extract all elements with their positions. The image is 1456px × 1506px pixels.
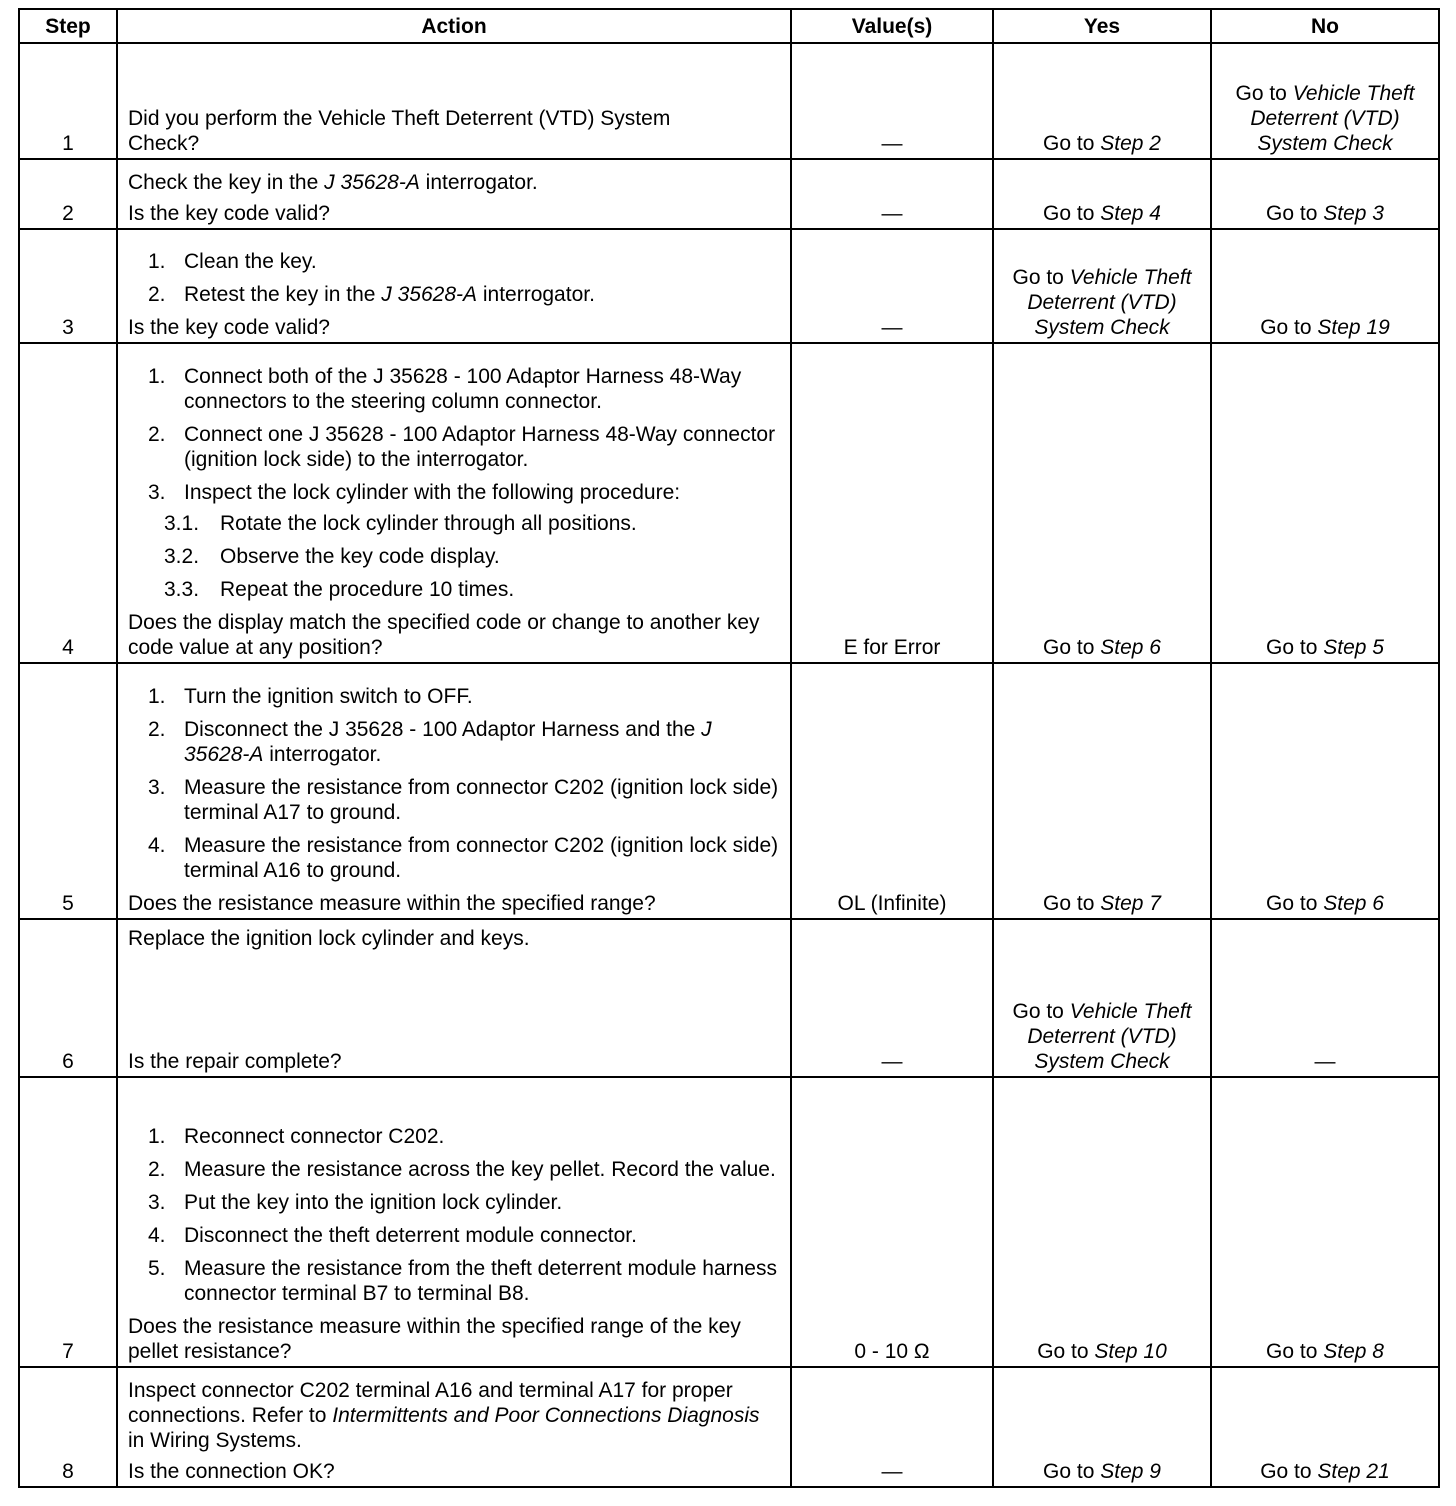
header-values: Value(s)	[791, 9, 993, 43]
item-text: Reconnect connector C202.	[184, 1125, 445, 1148]
no-reference: Step 8	[1323, 1340, 1384, 1363]
no-reference: Step 21	[1317, 1460, 1390, 1483]
list-item	[128, 1157, 780, 1182]
action-cell	[117, 919, 791, 1077]
yes-reference: Step 2	[1100, 132, 1161, 155]
sub-item-number: 3.3.	[164, 578, 200, 601]
yes-cell	[993, 919, 1211, 1077]
item-text: interrogator.	[263, 743, 382, 766]
no-prefix: Go to	[1266, 892, 1324, 915]
action-question: Is the key code valid?	[128, 316, 330, 339]
no-cell	[1211, 43, 1439, 159]
value-cell: —	[791, 919, 993, 1077]
list-item	[128, 1190, 780, 1215]
item-number: 2.	[148, 423, 166, 446]
step-number: 8	[19, 1367, 117, 1487]
header-no: No	[1211, 9, 1439, 43]
action-text-part: in Wiring Systems.	[128, 1429, 302, 1452]
action-text-part: interrogator.	[419, 171, 538, 194]
step-number: 7	[19, 1077, 117, 1367]
yes-cell	[993, 43, 1211, 159]
action-cell	[117, 1077, 791, 1367]
action-text: Replace the ignition lock cylinder and keys.	[128, 927, 530, 950]
diagnostic-table	[18, 8, 1440, 1488]
item-text: Inspect the lock cylinder with the following procedure:	[184, 481, 681, 504]
table-row	[19, 343, 1439, 663]
no-prefix: Go to	[1266, 1340, 1324, 1363]
action-cell	[117, 343, 791, 663]
yes-prefix: Go to	[1012, 1000, 1070, 1023]
item-text: Clean the key.	[184, 250, 317, 273]
header-row	[19, 9, 1439, 43]
value-cell: E for Error	[791, 343, 993, 663]
sub-list-item	[128, 544, 780, 569]
item-number: 2.	[148, 283, 166, 306]
action-text-part: Inspect connector C202 terminal A16 and terminal A17 for proper connections. Refer to	[128, 1379, 733, 1427]
item-text: Measure the resistance from connector C202 (ignition lock side) terminal A16 to ground.	[184, 834, 779, 882]
yes-prefix: Go to	[1043, 132, 1101, 155]
no-cell	[1211, 663, 1439, 919]
no-reference: Step 19	[1317, 316, 1390, 339]
item-text: Measure the resistance across the key pellet. Record the value.	[184, 1158, 776, 1181]
yes-reference: Step 6	[1100, 636, 1161, 659]
item-text: Connect one J 35628 - 100 Adaptor Harness 48-Way connector (ignition lock side) to the interrogator.	[184, 423, 776, 471]
no-reference: Step 3	[1323, 202, 1384, 225]
yes-reference: Step 9	[1100, 1460, 1161, 1483]
item-number: 3.	[148, 776, 166, 799]
yes-reference: Step 4	[1100, 202, 1161, 225]
item-text: Retest the key in the	[184, 283, 382, 306]
item-number: 1.	[148, 250, 166, 273]
table-row	[19, 159, 1439, 229]
list-item	[128, 775, 780, 825]
step-number: 3	[19, 229, 117, 343]
yes-reference: Step 7	[1100, 892, 1161, 915]
sub-item-text: Rotate the lock cylinder through all positions.	[220, 512, 637, 535]
procedure-list	[128, 684, 780, 883]
sub-list-item	[128, 511, 780, 536]
item-text: Measure the resistance from the theft deterrent module harness connector terminal B7 to terminal B8.	[184, 1257, 777, 1305]
action-cell	[117, 159, 791, 229]
action-question: Does the display match the specified code or change to another key code value at any position?	[128, 611, 760, 659]
item-number: 1.	[148, 1125, 166, 1148]
no-prefix: Go to	[1235, 82, 1293, 105]
item-number: 3.	[148, 1191, 166, 1214]
list-item	[128, 1124, 780, 1149]
yes-cell	[993, 1367, 1211, 1487]
sub-list-item	[128, 577, 780, 602]
no-prefix: Go to	[1260, 1460, 1318, 1483]
table-row	[19, 663, 1439, 919]
action-text	[128, 170, 780, 195]
list-item	[128, 364, 780, 414]
item-text: Connect both of the J 35628 - 100 Adaptor Harness 48-Way connectors to the steering column connector.	[184, 365, 742, 413]
no-cell	[1211, 343, 1439, 663]
item-text: Disconnect the theft deterrent module connector.	[184, 1224, 637, 1247]
action-question: Is the connection OK?	[128, 1460, 335, 1483]
header-step: Step	[19, 9, 117, 43]
item-text: Put the key into the ignition lock cylinder.	[184, 1191, 563, 1214]
yes-reference: Vehicle Theft Deterrent (VTD) System Check	[1027, 266, 1192, 339]
yes-prefix: Go to	[1043, 892, 1101, 915]
action-question: Does the resistance measure within the specified range of the key pellet resistance?	[128, 1315, 741, 1363]
yes-prefix: Go to	[1043, 202, 1101, 225]
item-number: 1.	[148, 685, 166, 708]
value-cell: —	[791, 43, 993, 159]
action-text: Did you perform the Vehicle Theft Deterrent (VTD) System Check?	[128, 107, 671, 155]
item-number: 4.	[148, 834, 166, 857]
value-cell: —	[791, 229, 993, 343]
sub-procedure-list	[128, 511, 780, 602]
step-number: 5	[19, 663, 117, 919]
action-cell	[117, 663, 791, 919]
action-cell	[117, 1367, 791, 1487]
value-cell: —	[791, 1367, 993, 1487]
table-row	[19, 1077, 1439, 1367]
step-number: 6	[19, 919, 117, 1077]
no-reference: Step 5	[1323, 636, 1384, 659]
sub-item-number: 3.1.	[164, 512, 200, 535]
step-number: 4	[19, 343, 117, 663]
no-cell	[1211, 159, 1439, 229]
item-text: Turn the ignition switch to OFF.	[184, 685, 473, 708]
yes-reference: Step 10	[1094, 1340, 1167, 1363]
action-question: Is the key code valid?	[128, 202, 330, 225]
table-row	[19, 1367, 1439, 1487]
yes-cell	[993, 343, 1211, 663]
action-question: Is the repair complete?	[128, 1050, 342, 1073]
no-cell	[1211, 229, 1439, 343]
list-item	[128, 1223, 780, 1248]
action-text	[128, 1378, 780, 1453]
yes-cell	[993, 663, 1211, 919]
item-number: 3.	[148, 481, 166, 504]
list-item	[128, 480, 780, 602]
item-number: 4.	[148, 1224, 166, 1247]
item-number: 5.	[148, 1257, 166, 1280]
yes-prefix: Go to	[1037, 1340, 1095, 1363]
no-reference: Vehicle Theft Deterrent (VTD) System Check	[1250, 82, 1415, 155]
action-cell	[117, 229, 791, 343]
header-action: Action	[117, 9, 791, 43]
yes-cell	[993, 229, 1211, 343]
no-cell: —	[1211, 919, 1439, 1077]
list-item	[128, 422, 780, 472]
procedure-list	[128, 1124, 780, 1306]
yes-prefix: Go to	[1043, 1460, 1101, 1483]
list-item	[128, 282, 780, 307]
item-number: 2.	[148, 1158, 166, 1181]
value-cell: OL (Infinite)	[791, 663, 993, 919]
reference-title: Intermittents and Poor Connections Diagnosis	[332, 1404, 760, 1427]
no-reference: Step 6	[1323, 892, 1384, 915]
value-cell: —	[791, 159, 993, 229]
table-row	[19, 229, 1439, 343]
list-item	[128, 833, 780, 883]
header-yes: Yes	[993, 9, 1211, 43]
list-item	[128, 684, 780, 709]
sub-item-text: Observe the key code display.	[220, 545, 500, 568]
step-number: 1	[19, 43, 117, 159]
item-text: interrogator.	[477, 283, 595, 306]
list-item	[128, 1256, 780, 1306]
yes-cell	[993, 1077, 1211, 1367]
action-cell	[117, 43, 791, 159]
no-prefix: Go to	[1260, 316, 1318, 339]
list-item	[128, 249, 780, 274]
table-row	[19, 919, 1439, 1077]
tool-name: J 35628-A	[381, 283, 478, 306]
tool-name: J 35628-A	[184, 718, 712, 766]
value-cell: 0 - 10 Ω	[791, 1077, 993, 1367]
item-number: 2.	[148, 718, 166, 741]
sub-item-text: Repeat the procedure 10 times.	[220, 578, 515, 601]
step-number: 2	[19, 159, 117, 229]
no-prefix: Go to	[1266, 202, 1324, 225]
yes-prefix: Go to	[1043, 636, 1101, 659]
tool-name: J 35628-A	[324, 171, 420, 194]
item-text: Measure the resistance from connector C202 (ignition lock side) terminal A17 to ground.	[184, 776, 779, 824]
no-prefix: Go to	[1266, 636, 1324, 659]
action-text-part: Check the key in the	[128, 171, 325, 194]
list-item	[128, 717, 780, 767]
item-text: Disconnect the J 35628 - 100 Adaptor Harness and the	[184, 718, 702, 741]
item-number: 1.	[148, 365, 166, 388]
procedure-list	[128, 249, 780, 307]
yes-prefix: Go to	[1012, 266, 1070, 289]
sub-item-number: 3.2.	[164, 545, 200, 568]
procedure-list	[128, 364, 780, 602]
yes-reference: Vehicle Theft Deterrent (VTD) System Check	[1027, 1000, 1192, 1073]
no-cell	[1211, 1367, 1439, 1487]
action-question: Does the resistance measure within the specified range?	[128, 892, 656, 915]
yes-cell	[993, 159, 1211, 229]
table-row	[19, 43, 1439, 159]
no-cell	[1211, 1077, 1439, 1367]
